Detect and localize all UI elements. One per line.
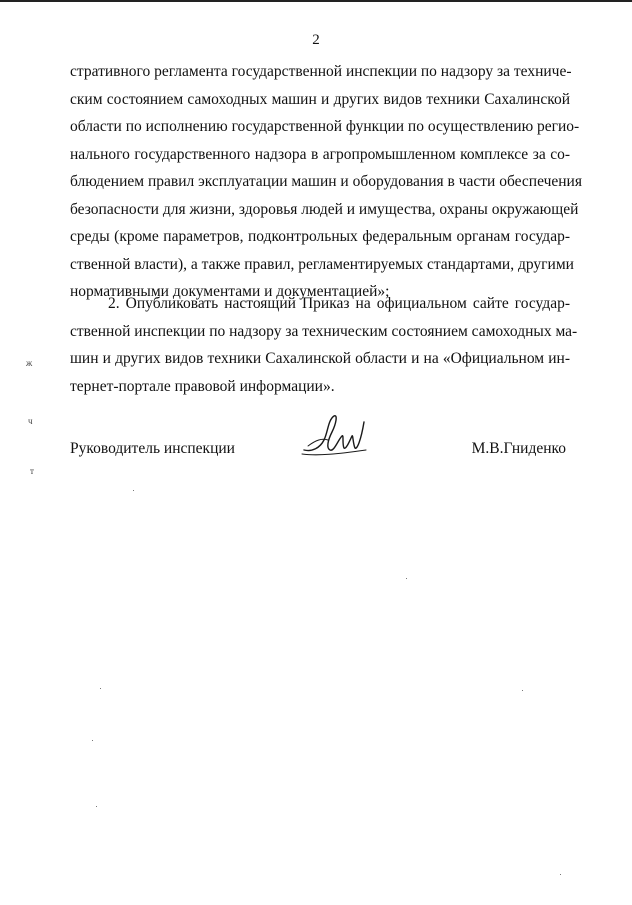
scan-noise xyxy=(133,490,134,491)
page-number: 2 xyxy=(312,32,320,48)
margin-mark: т xyxy=(30,466,34,476)
paragraph-1-line: области по исполнению государственной функции по осуществлению регио- xyxy=(70,118,580,135)
paragraph-1-line: нормативными документами и документацией»; xyxy=(70,283,390,300)
paragraph-1-line: безопасности для жизни, здоровья людей и имущества, охраны окружающей xyxy=(70,200,579,218)
paragraph-1-line: нального государственного надзора в агропромышленном комплексе за со- xyxy=(70,145,570,163)
paragraph-1 xyxy=(70,58,582,306)
paragraph-1-line: среды (кроме параметров, подконтрольных федеральным органам государ- xyxy=(70,228,570,245)
paragraph-2 xyxy=(70,290,578,400)
signatory-name: М.В.Гниденко xyxy=(471,440,566,457)
margin-mark: ж xyxy=(26,358,33,368)
scan-edge-line xyxy=(0,0,632,2)
handwritten-signature xyxy=(298,410,370,462)
scan-noise xyxy=(406,578,407,579)
paragraph-2-line: 2. Опубликовать настоящий Приказ на официальном сайте государ- xyxy=(108,295,570,312)
scan-noise xyxy=(100,688,101,689)
paragraph-1-line: ственной власти), а также правил, регламентируемых стандартами, другими xyxy=(70,255,574,273)
paragraph-1-line: ским состоянием самоходных машин и других видов техники Сахалинской xyxy=(70,90,570,108)
signature-block xyxy=(70,438,566,468)
paragraph-2-line: шин и других видов техники Сахалинской области и на «Официальном ин- xyxy=(70,350,570,367)
paragraph-1-line: стративного регламента государственной инспекции по надзору за техниче- xyxy=(70,63,572,80)
scan-noise xyxy=(96,806,97,807)
signatory-title: Руководитель инспекции xyxy=(70,440,235,457)
paragraph-1-line: блюдением правил эксплуатации машин и оборудования в части обеспечения xyxy=(70,173,582,190)
paragraph-2-line: ственной инспекции по надзору за техническим состоянием самоходных ма- xyxy=(70,322,578,340)
scan-noise xyxy=(522,690,523,691)
paragraph-2-line: тернет-портале правовой информации». xyxy=(70,377,335,395)
margin-mark: ч xyxy=(28,416,33,426)
scan-noise xyxy=(560,874,561,875)
scan-noise xyxy=(92,740,93,741)
